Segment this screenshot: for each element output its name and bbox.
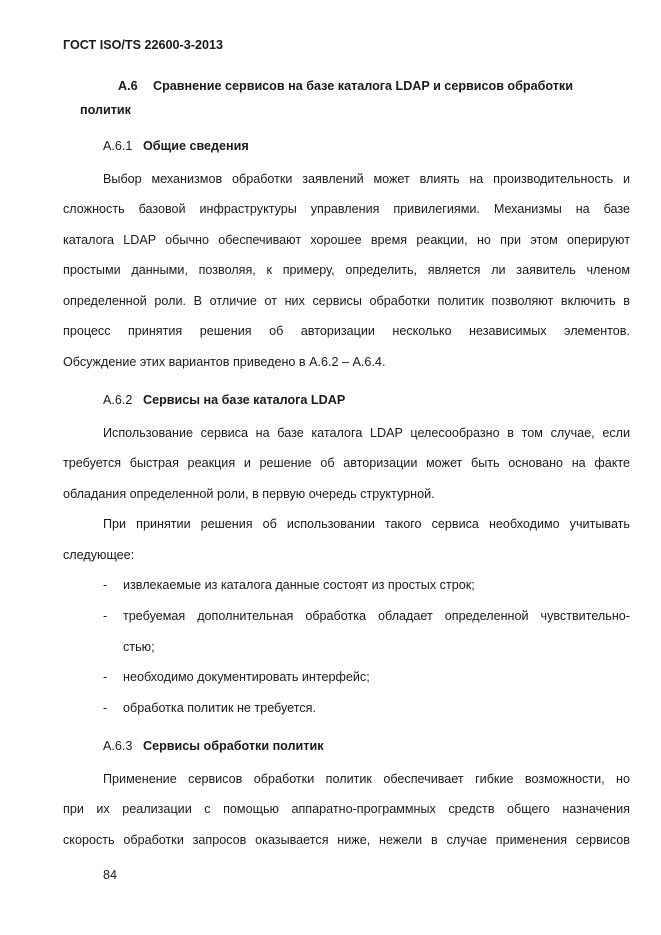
text-line: Использование сервиса на базе каталога LDAP целесообразно в том случае, если xyxy=(103,426,630,440)
subsection-title-a62: Сервисы на базе каталога LDAP xyxy=(143,393,346,407)
text-line: Обсуждение этих вариантов приведено в А.6.2 – А.6.4. xyxy=(63,355,386,369)
text-line: сложность базовой инфраструктуры управления привилегиями. Механизмы на базе xyxy=(63,202,630,216)
text-line: при их реализации с помощью аппаратно-программных средств общего назначения xyxy=(63,802,630,816)
text-line: обладания определенной роли, в первую очередь структурной. xyxy=(63,487,435,501)
list-item: необходимо документировать интерфейс; xyxy=(123,670,370,684)
text-line: простыми данными, позволяя, к примеру, определить, является ли заявитель членом xyxy=(63,263,630,277)
bullet-marker: - xyxy=(103,670,108,684)
list-item: требуемая дополнительная обработка обладает определенной чувствительно- xyxy=(123,609,630,623)
section-title-continuation: политик xyxy=(80,103,131,117)
subsection-number-a61: А.6.1 xyxy=(103,139,133,153)
subsection-number-a63: А.6.3 xyxy=(103,739,133,753)
text-line: процесс принятия решения об авторизации несколько независимых элементов. xyxy=(63,324,630,338)
bullet-marker: - xyxy=(103,578,108,592)
subsection-title-a61: Общие сведения xyxy=(143,139,249,153)
text-line: скорость обработки запросов оказывается ниже, нежели в случае применения сервисов xyxy=(63,833,630,847)
list-item: извлекаемые из каталога данные состоят из простых строк; xyxy=(123,578,475,592)
document-code: ГОСТ ISO/TS 22600-3-2013 xyxy=(63,38,223,52)
bullet-marker: - xyxy=(103,701,108,715)
section-title: Сравнение сервисов на базе каталога LDAP и сервисов обработки xyxy=(153,79,573,93)
page-number: 84 xyxy=(103,868,118,882)
text-line: определенной роли. В отличие от них сервисы обработки политик позволяют включить в xyxy=(63,294,630,308)
text-line: каталога LDAP обычно обеспечивают хорошее время реакции, но при этом оперируют xyxy=(63,233,630,247)
section-number: А.6 xyxy=(118,79,138,93)
text-line: требуется быстрая реакция и решение об авторизации может быть основано на факте xyxy=(63,456,630,470)
list-item: обработка политик не требуется. xyxy=(123,701,316,715)
subsection-title-a63: Сервисы обработки политик xyxy=(143,739,324,753)
text-line: При принятии решения об использовании такого сервиса необходимо учитывать xyxy=(103,517,630,531)
text-line: Выбор механизмов обработки заявлений может влиять на производительность и xyxy=(103,172,630,186)
text-line: Применение сервисов обработки политик обеспечивает гибкие возможности, но xyxy=(103,772,630,786)
subsection-number-a62: А.6.2 xyxy=(103,393,133,407)
text-line: следующее: xyxy=(63,548,135,562)
list-item-continuation: стью; xyxy=(123,640,155,654)
bullet-marker: - xyxy=(103,609,108,623)
